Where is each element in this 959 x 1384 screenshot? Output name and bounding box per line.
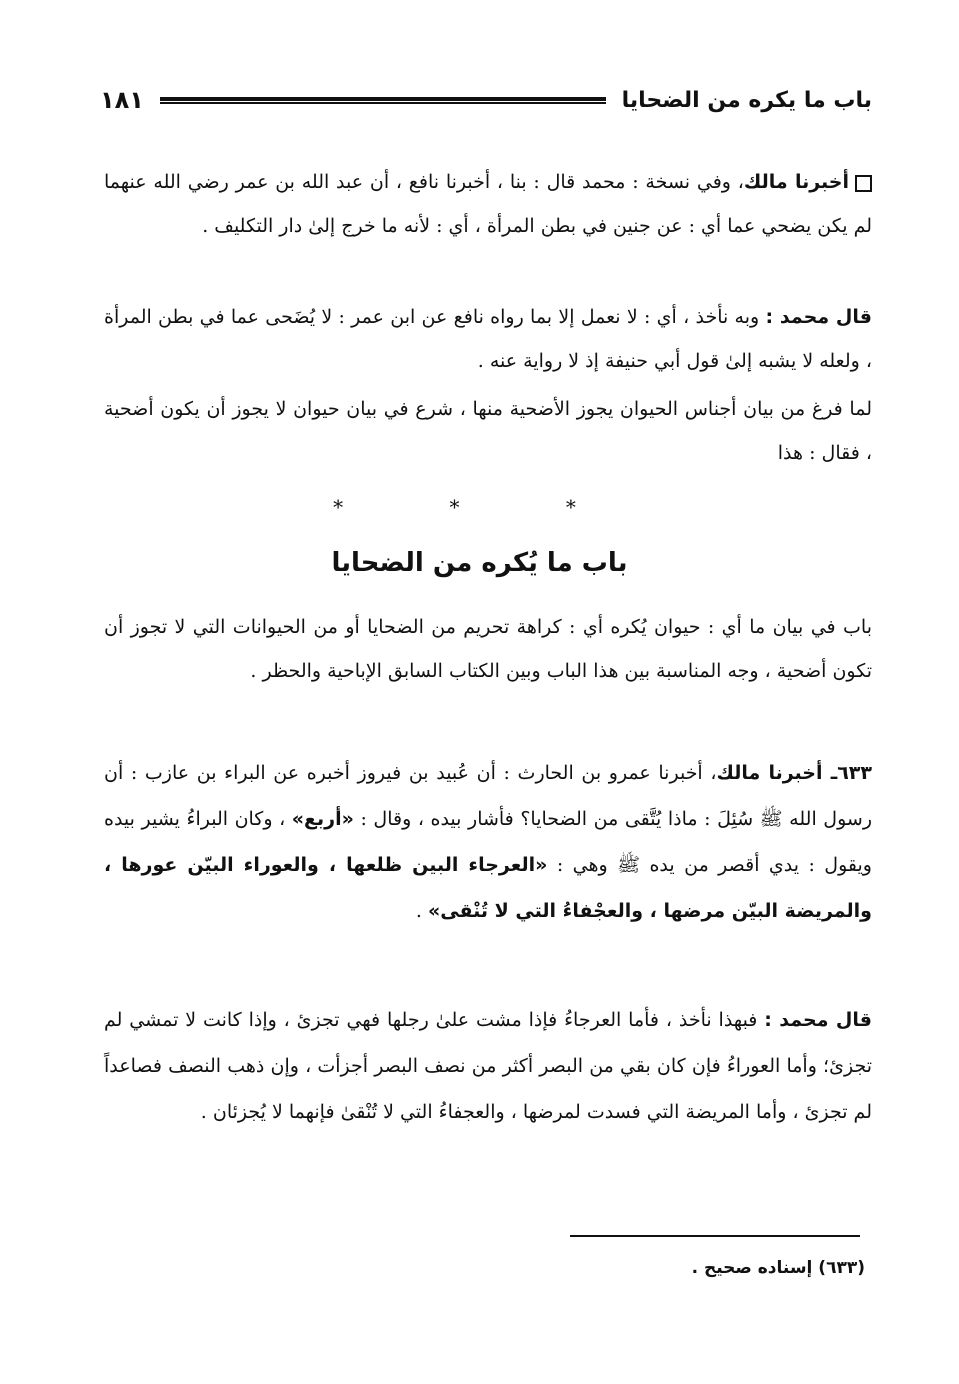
paragraph-2 [104, 295, 872, 383]
header-rule [160, 97, 606, 104]
commentary-lead: قال محمد : [764, 1009, 872, 1031]
hadith-paragraph [104, 750, 872, 934]
footnote: (٦٣٣) إسناده صحيح . [691, 1258, 865, 1278]
hadith-text: ، أخبرنا عمرو بن الحارث : أن عُبيد بن فيروز أخبره عن البراء بن عازب : أن رسول الله ﷺ سُئِلَ : ماذا يُتَّقى من الضحايا؟ فأشار بيده ، وقال : [104, 762, 872, 830]
hadith-quote-1: «أربع» [291, 808, 354, 830]
section-title: باب ما يُكره من الضحايا [331, 548, 628, 578]
commentary-text: فبهذا نأخذ ، فأما العرجاءُ فإذا مشت علىٰ رجلها فهي تجزئ ، وإذا كانت لا تمشي لم تجزئ؛ وأما العوراءُ فإن كان بقي من البصر أكثر من نصف البصر أجزأت ، وإن ذهب النصف فصاعداً لم تجزئ ، وأما المريضة التي فسدت لمرضها ، والعجفاءُ التي لا تُنْقىٰ فإنهما لا يُجزئان . [104, 1009, 872, 1123]
hadith-end: . [415, 900, 428, 922]
hadith-lead: ٦٣٣ـ أخبرنا مالك [716, 762, 872, 784]
hadith-text-2: ، وكان البراءُ يشير بيده ويقول : يدي أقصر من يده ﷺ وهي : [104, 808, 872, 876]
running-header [100, 80, 872, 120]
running-header-title: باب ما يكره من الضحايا [621, 87, 872, 113]
paragraph-3 [104, 387, 872, 475]
section-intro-text: باب في بيان ما أي : حيوان يُكره أي : كراهة تحريم من الضحايا أو من الحيوانات التي لا تجوز أن تكون أضحية ، وجه المناسبة بين هذا الباب وبين الكتاب السابق الإباحية والحظر . [104, 616, 872, 682]
paragraph-2-text: وبه نأخذ ، أي : لا نعمل إلا بما رواه نافع عن ابن عمر : لا يُضَحى عما في بطن المرأة ، ولعله لا يشبه إلىٰ قول أبي حنيفة إذ لا رواية عنه . [104, 306, 872, 372]
paragraph-3-text: لما فرغ من بيان أجناس الحيوان يجوز الأضحية منها ، شرع في بيان حيوان لا يجوز أن يكون أضحية ، فقال : هذا [104, 398, 872, 464]
paragraph-2-lead: قال محمد : [765, 306, 872, 328]
footnote-rule [570, 1235, 860, 1237]
commentary-paragraph [104, 997, 872, 1135]
square-bullet-icon [855, 175, 872, 192]
section-divider: * * * [333, 495, 626, 519]
section-intro [104, 605, 872, 693]
page-number: ١٨١ [100, 86, 144, 114]
paragraph-1-text: ، وفي نسخة : محمد قال : بنا ، أخبرنا نافع ، أن عبد الله بن عمر رضي الله عنهما لم يكن يضحي عما أي : عن جنين في بطن المرأة ، أي : لأنه ما خرج إلىٰ دار التكليف . [104, 171, 872, 237]
paragraph-1-lead: أخبرنا مالك [743, 171, 849, 193]
paragraph-1 [104, 160, 872, 248]
hadith-quote-2: «العرجاء البين ظلعها ، والعوراء البيّن عورها ، والمريضة البيّن مرضها ، والعجْفاءُ التي لا تُنْقى» [104, 854, 872, 922]
